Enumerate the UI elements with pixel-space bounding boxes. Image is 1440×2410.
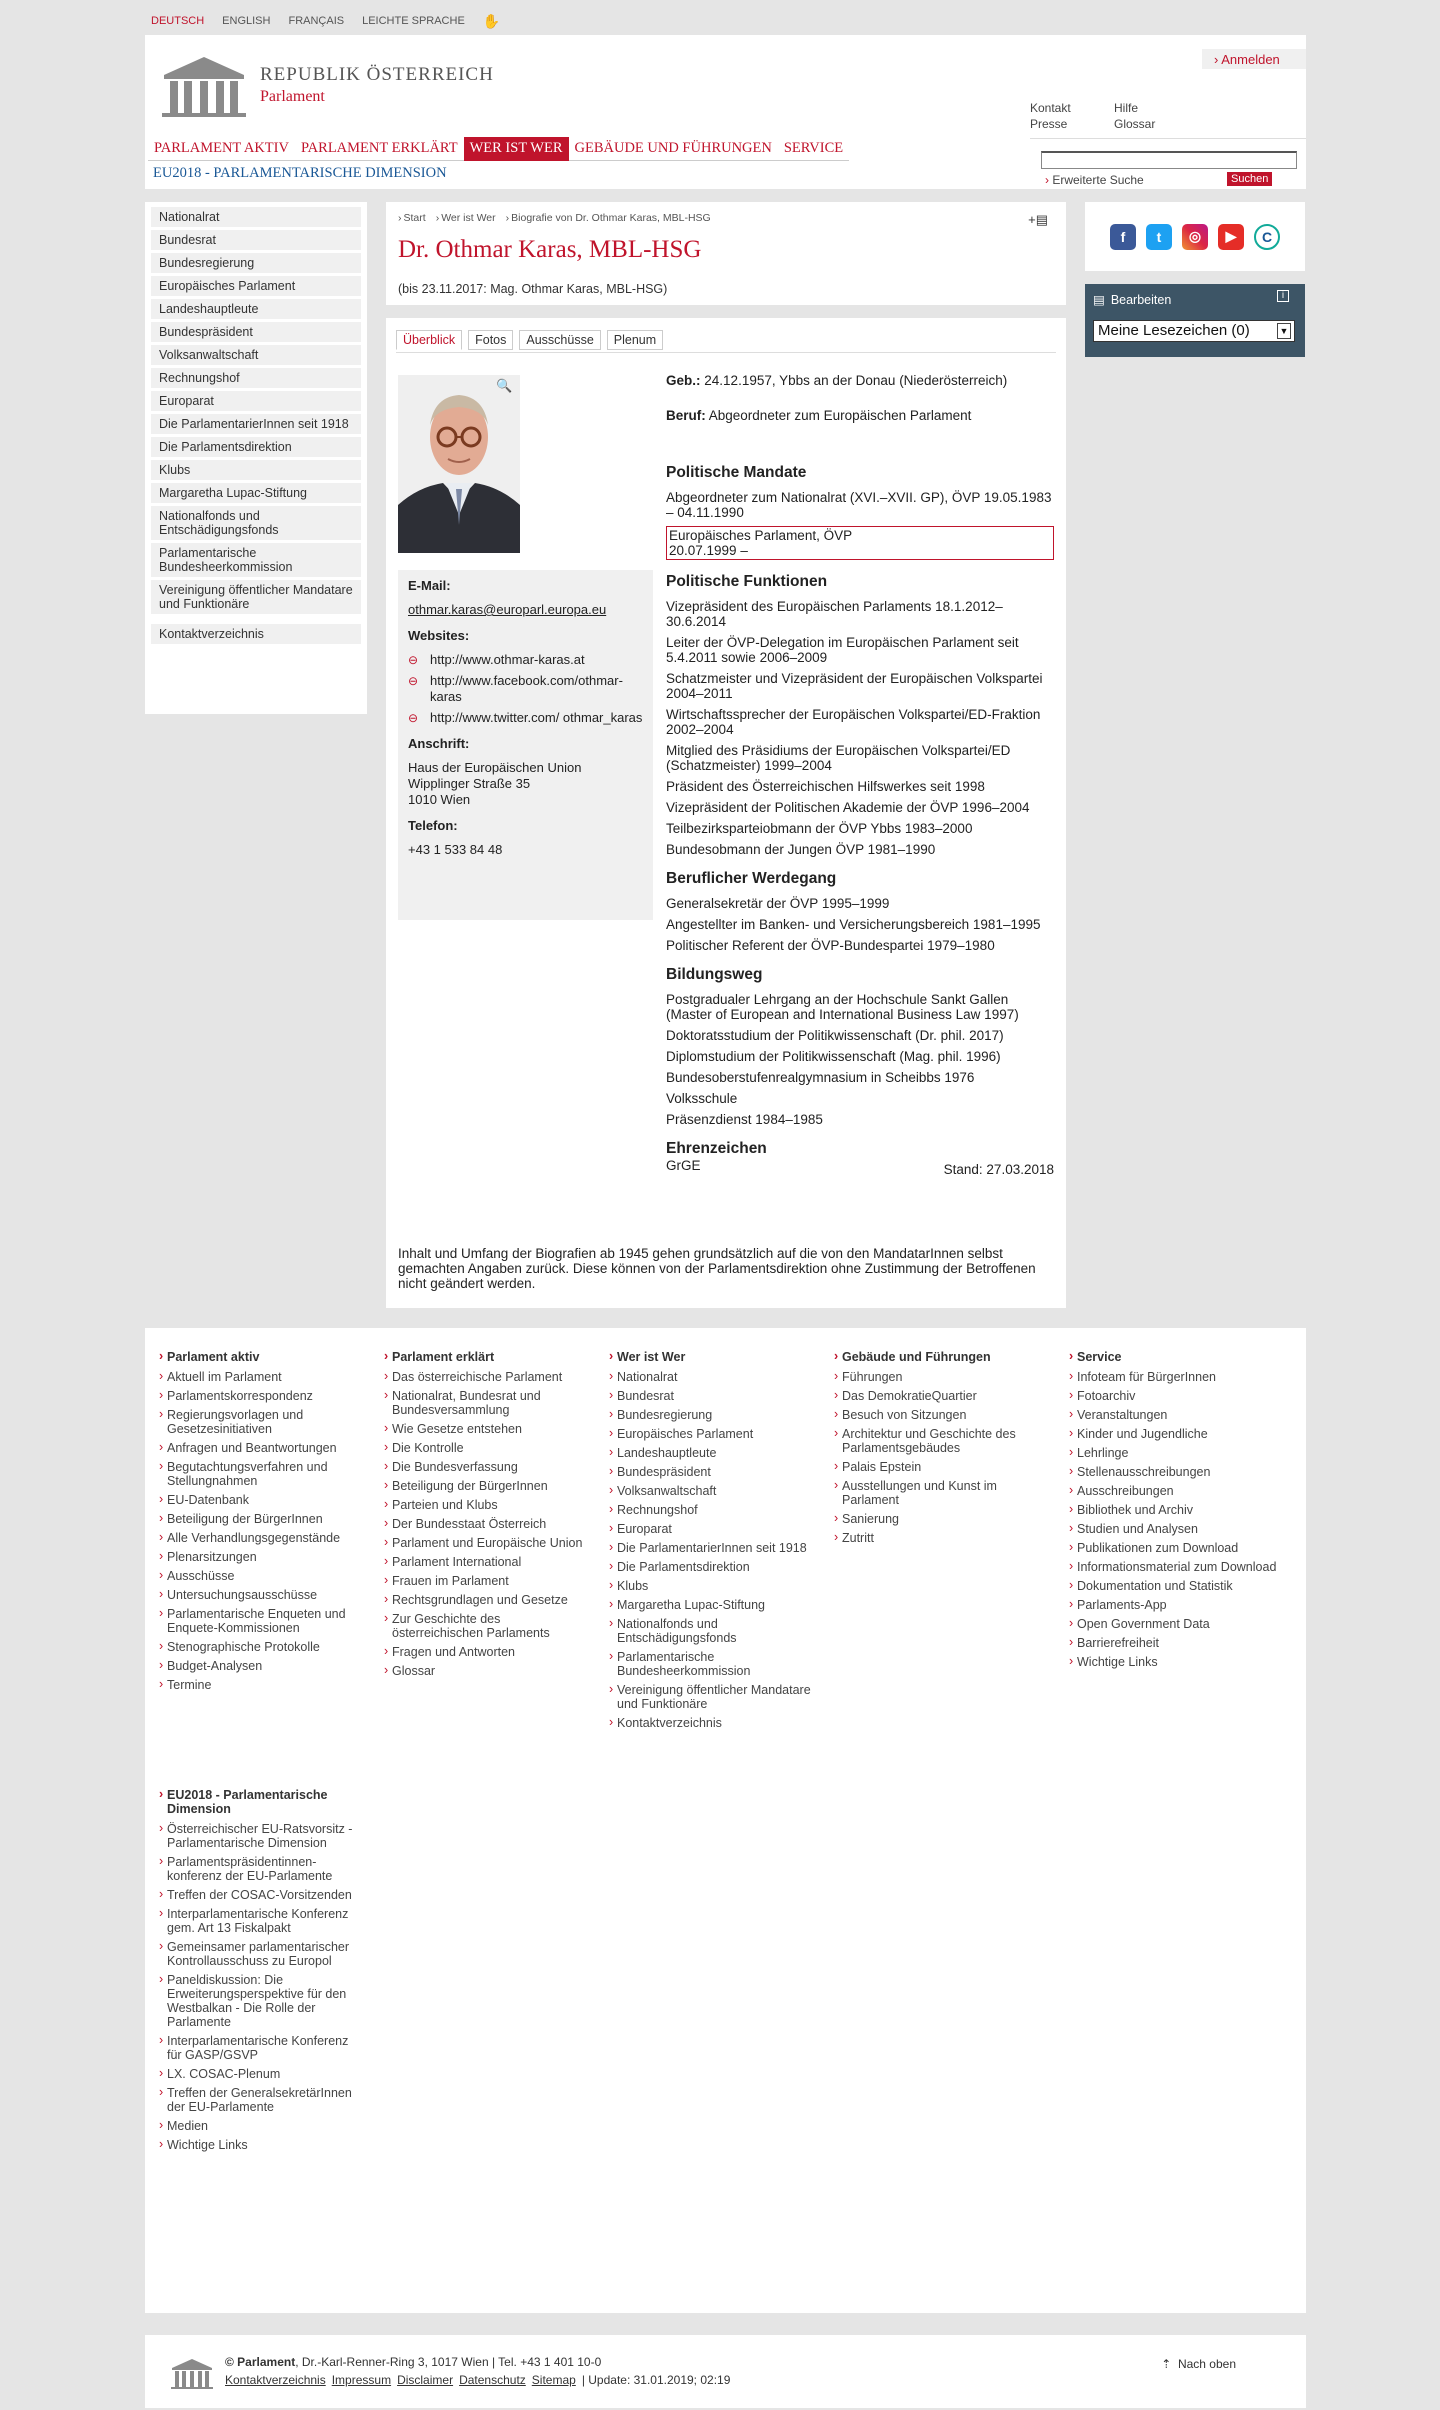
logo-subtitle: Parlament	[260, 88, 325, 105]
sitemap-column-wer-ist-wer	[595, 1350, 815, 1735]
search-button[interactable]: Suchen	[1227, 172, 1272, 186]
footer-address: © Parlament, Dr.-Karl-Renner-Ring 3, 1017 Wien | Tel. +43 1 401 10-0	[225, 2355, 602, 2369]
sitemap-link[interactable]: › Interparlamentarische Konferenz für GASP/GSVP	[145, 2034, 365, 2062]
info-icon[interactable]: i	[1277, 290, 1289, 302]
bearbeiten-panel	[1085, 284, 1305, 357]
contact-panel	[398, 570, 653, 920]
breadcrumb-wer-ist-wer[interactable]: › Wer ist Wer	[436, 212, 496, 224]
sitemap-link[interactable]: › Studien und Analysen	[1055, 1522, 1295, 1536]
sitemap-link[interactable]: › Führungen	[820, 1370, 1050, 1384]
sitemap-link[interactable]: › Kinder und Jugendliche	[1055, 1427, 1295, 1441]
link-presse[interactable]: Presse	[1030, 117, 1068, 131]
sitemap-link[interactable]: › Vereinigung öffentlicher Mandatare und Funktionäre	[595, 1683, 815, 1711]
leftnav-item[interactable]: Parlamentarische Bundesheerkommission	[151, 543, 361, 577]
nav-gebaeude-fuehrungen[interactable]: GEBÄUDE UND FÜHRUNGEN	[569, 137, 778, 161]
sitemap-column-gebaeude	[820, 1350, 1050, 1550]
function-item: Vizepräsident des Europäischen Parlaments 18.1.2012–30.6.2014	[666, 599, 1003, 629]
sitemap-link[interactable]: › Stenographische Protokolle	[145, 1640, 365, 1654]
sitemap-link[interactable]: › Wichtige Links	[1055, 1655, 1295, 1669]
parlament-app-icon[interactable]: C	[1254, 224, 1280, 250]
page-title: Dr. Othmar Karas, MBL-HSG	[398, 236, 702, 263]
leftnav-item[interactable]: Die ParlamentarierInnen seit 1918	[151, 414, 361, 434]
lang-deutsch[interactable]: DEUTSCH	[151, 15, 205, 27]
sitemap-link[interactable]: › Nationalrat	[595, 1370, 815, 1384]
sitemap-link[interactable]: › Die Parlamentsdirektion	[595, 1560, 815, 1574]
sitemap-link[interactable]: › Der Bundesstaat Österreich	[370, 1517, 590, 1531]
sitemap-link[interactable]: › Ausschüsse	[145, 1569, 365, 1583]
leftnav-item[interactable]: Europäisches Parlament	[151, 276, 361, 296]
tab-divider	[396, 352, 1056, 353]
portrait-photo[interactable]	[398, 375, 520, 553]
sitemap-link[interactable]: › Parlamentspräsidentinnen-konferenz der EU-Parlamente	[145, 1855, 365, 1883]
sitemap-link[interactable]: › Bundesrat	[595, 1389, 815, 1403]
sitemap-link[interactable]: › Treffen der GeneralsekretärInnen der EU-Parlamente	[145, 2086, 365, 2114]
link-hilfe[interactable]: Hilfe	[1114, 101, 1139, 115]
sitemap-link[interactable]: › Infoteam für BürgerInnen	[1055, 1370, 1295, 1384]
address-line: Wipplinger Straße 35	[408, 776, 531, 791]
bookmarks-select[interactable]: Meine Lesezeichen (0) ▼	[1093, 320, 1295, 342]
sitemap-heading[interactable]: › Wer ist Wer	[595, 1350, 815, 1364]
profile-content	[386, 318, 1066, 1308]
sitemap-link[interactable]: › Zur Geschichte des österreichischen Parlaments	[370, 1612, 590, 1640]
sitemap-link[interactable]: › Parlaments-App	[1055, 1598, 1295, 1612]
footer-links	[225, 2373, 730, 2387]
sitemap-column-parlament-aktiv	[145, 1350, 365, 1697]
sitemap-link[interactable]: › Paneldiskussion: Die Erweiterungsperspektive für den Westbalkan - Die Rolle der Parlamente	[145, 1973, 365, 2029]
sitemap-link[interactable]: › Barrierefreiheit	[1055, 1636, 1295, 1650]
sitemap-link[interactable]: › Landeshauptleute	[595, 1446, 815, 1460]
sitemap-link[interactable]: › Das DemokratieQuartier	[820, 1389, 1050, 1403]
sitemap-link[interactable]: › Bibliothek und Archiv	[1055, 1503, 1295, 1517]
honors-value: GrGE	[666, 1158, 701, 1173]
career-item: Generalsekretär der ÖVP 1995–1999	[666, 896, 890, 911]
sitemap-link[interactable]: › Open Government Data	[1055, 1617, 1295, 1631]
social-media-box	[1085, 202, 1305, 271]
education-item: Doktoratsstudium der Politikwissenschaft (Dr. phil. 2017)	[666, 1028, 1004, 1043]
sitemap-link[interactable]: › Frauen im Parlament	[370, 1574, 590, 1588]
lang-english[interactable]: ENGLISH	[222, 15, 271, 27]
mandate-item-highlighted: Europäisches Parlament, ÖVP 20.07.1999 –	[666, 526, 1054, 560]
sitemap-link[interactable]: › Untersuchungsausschüsse	[145, 1588, 365, 1602]
section-career: Beruflicher Werdegang	[666, 870, 837, 887]
nav-parlament-erklaert[interactable]: PARLAMENT ERKLÄRT	[295, 137, 464, 161]
link-kontakt[interactable]: Kontakt	[1030, 101, 1071, 115]
footer-link-impressum[interactable]: Impressum	[331, 2373, 392, 2387]
sitemap-link[interactable]: › Stellenausschreibungen	[1055, 1465, 1295, 1479]
sitemap-link[interactable]: › Volksanwaltschaft	[595, 1484, 815, 1498]
sitemap-link[interactable]: › Bundespräsident	[595, 1465, 815, 1479]
page-subtitle: (bis 23.11.2017: Mag. Othmar Karas, MBL-HSG)	[398, 282, 668, 296]
breadcrumb-start[interactable]: › Start	[398, 212, 426, 224]
nav-service[interactable]: SERVICE	[778, 137, 849, 161]
sitemap-link[interactable]: › Gemeinsamer parlamentarischer Kontrollausschuss zu Europol	[145, 1940, 365, 1968]
sitemap-link[interactable]: › Wie Gesetze entstehen	[370, 1422, 590, 1436]
lang-francais[interactable]: FRANÇAIS	[288, 15, 345, 27]
sitemap-link[interactable]: › Dokumentation und Statistik	[1055, 1579, 1295, 1593]
function-item: Wirtschaftssprecher der Europäischen Volkspartei/ED-Fraktion 2002–2004	[666, 707, 1041, 737]
biography	[666, 373, 1054, 1177]
sitemap-link[interactable]: › Informationsmaterial zum Download	[1055, 1560, 1295, 1574]
function-item: Vizepräsident der Politischen Akademie der ÖVP 1996–2004	[666, 800, 1030, 815]
nav-wer-ist-wer[interactable]: WER IST WER	[464, 137, 569, 161]
section-honors: Ehrenzeichen	[666, 1140, 767, 1157]
footer-link-disclaimer[interactable]: Disclaimer	[397, 2373, 454, 2387]
function-item: Schatzmeister und Vizepräsident der Europäischen Volkspartei 2004–2011	[666, 671, 1043, 701]
sitemap-link[interactable]: › Alle Verhandlungsgegenstände	[145, 1531, 365, 1545]
sign-language-icon[interactable]: ✋	[482, 12, 501, 29]
tab-ausschuesse[interactable]: Ausschüsse	[519, 330, 600, 350]
site-logo[interactable]	[160, 53, 494, 117]
leftnav-item[interactable]: Europarat	[151, 391, 361, 411]
sitemap-link[interactable]: › Zutritt	[820, 1531, 1050, 1545]
nav-eu2018[interactable]: EU2018 - PARLAMENTARISCHE DIMENSION	[153, 165, 447, 181]
quick-links	[1030, 101, 1198, 131]
sitemap-link[interactable]: › Parlament und Europäische Union	[370, 1536, 590, 1550]
sitemap-column-parlament-erklaert	[370, 1350, 590, 1683]
sitemap-heading[interactable]: › Parlament erklärt	[370, 1350, 590, 1364]
link-glossar[interactable]: Glossar	[1114, 117, 1156, 131]
leftnav-item[interactable]: Bundesregierung	[151, 253, 361, 273]
sitemap-link[interactable]: › Lehrlinge	[1055, 1446, 1295, 1460]
sitemap-heading[interactable]: › Gebäude und Führungen	[820, 1350, 1050, 1364]
sitemap-link[interactable]: › Europäisches Parlament	[595, 1427, 815, 1441]
sitemap-link[interactable]: › Rechnungshof	[595, 1503, 815, 1517]
sitemap-link[interactable]: › Ausschreibungen	[1055, 1484, 1295, 1498]
leftnav-item[interactable]: Volksanwaltschaft	[151, 345, 361, 365]
sitemap-link[interactable]: › Treffen der COSAC-Vorsitzenden	[145, 1888, 365, 1902]
honors-row	[666, 1158, 1054, 1177]
sitemap-link[interactable]: › Palais Epstein	[820, 1460, 1050, 1474]
education-item: Bundesoberstufenrealgymnasium in Scheibbs 1976	[666, 1070, 975, 1085]
sitemap-link[interactable]: › Österreichischer EU-Ratsvorsitz - Parlamentarische Dimension	[145, 1822, 365, 1850]
leftnav-item[interactable]: Landeshauptleute	[151, 299, 361, 319]
sitemap-link[interactable]: › Anfragen und Beantwortungen	[145, 1441, 365, 1455]
sitemap-link[interactable]: › Parlamentskorrespondenz	[145, 1389, 365, 1403]
leftnav-item[interactable]: Rechnungshof	[151, 368, 361, 388]
parliament-logo-icon[interactable]	[170, 2357, 214, 2389]
function-item: Präsident des Österreichischen Hilfswerkes seit 1998	[666, 779, 985, 794]
footer-link-sitemap[interactable]: Sitemap	[531, 2373, 576, 2387]
twitter-icon[interactable]: t	[1146, 224, 1172, 250]
section-functions: Politische Funktionen	[666, 573, 828, 590]
sitemap-link[interactable]: › Die ParlamentarierInnen seit 1918	[595, 1541, 815, 1555]
sitemap-link[interactable]: › Ausstellungen und Kunst im Parlament	[820, 1479, 1050, 1507]
login-button[interactable]: › Anmelden	[1202, 49, 1306, 69]
sitemap-link[interactable]: › EU-Datenbank	[145, 1493, 365, 1507]
sitemap-link[interactable]: › Architektur und Geschichte des Parlamentsgebäudes	[820, 1427, 1050, 1455]
stand-date: Stand: 27.03.2018	[943, 1162, 1054, 1177]
sitemap-link[interactable]: › Fotoarchiv	[1055, 1389, 1295, 1403]
zoom-icon[interactable]: 🔍	[496, 378, 513, 393]
breadcrumb-current: › Biografie von Dr. Othmar Karas, MBL-HSG	[506, 212, 711, 224]
leftnav-item[interactable]: Margaretha Lupac-Stiftung	[151, 483, 361, 503]
main-navigation	[148, 138, 849, 160]
career-item: Politischer Referent der ÖVP-Bundespartei 1979–1980	[666, 938, 995, 953]
extended-search-link[interactable]: › Erweiterte Suche	[1045, 173, 1144, 187]
website-link[interactable]: ⊖ http://www.facebook.com/othmar-karas	[408, 673, 643, 705]
leftnav-item[interactable]: Kontaktverzeichnis	[151, 624, 361, 644]
tab-plenum[interactable]: Plenum	[607, 330, 663, 350]
footer-link-kontaktverzeichnis[interactable]: Kontaktverzeichnis	[225, 2373, 326, 2387]
sitemap-link[interactable]: › Beteiligung der BürgerInnen	[145, 1512, 365, 1526]
sitemap-link[interactable]: › Sanierung	[820, 1512, 1050, 1526]
nav-parlament-aktiv[interactable]: PARLAMENT AKTIV	[148, 137, 295, 161]
sitemap-link[interactable]: › Aktuell im Parlament	[145, 1370, 365, 1384]
youtube-icon[interactable]: ▶	[1218, 224, 1244, 250]
career-item: Angestellter im Banken- und Versicherungsbereich 1981–1995	[666, 917, 1041, 932]
sitemap-link[interactable]: › LX. COSAC-Plenum	[145, 2067, 365, 2081]
sitemap-link[interactable]: › Bundesregierung	[595, 1408, 815, 1422]
education-item: Volksschule	[666, 1091, 738, 1106]
profile-tabs	[396, 330, 663, 350]
bookmark-icon: ▤	[1093, 293, 1105, 307]
sitemap-link[interactable]: › Margaretha Lupac-Stiftung	[595, 1598, 815, 1612]
leftnav-item[interactable]: Vereinigung öffentlicher Mandatare und Funktionäre	[151, 580, 361, 614]
title-box	[386, 202, 1066, 305]
leftnav-item[interactable]: Klubs	[151, 460, 361, 480]
sitemap-link[interactable]: › Regierungsvorlagen und Gesetzesinitiativen	[145, 1408, 365, 1436]
search-box	[1030, 138, 1306, 189]
sitemap-link[interactable]: › Die Kontrolle	[370, 1441, 590, 1455]
section-mandates: Politische Mandate	[666, 464, 807, 481]
parliament-logo-icon	[160, 53, 248, 117]
sitemap-link[interactable]: › Parteien und Klubs	[370, 1498, 590, 1512]
biography-note: Inhalt und Umfang der Biografien ab 1945 gehen grundsätzlich auf die von den MandatarInnen selbst gemachten Angaben zurück. Diese können von der Parlamentsdirektion ohne Zustimmung der Betroffenen nicht geändert werden.	[398, 1246, 1036, 1291]
search-input[interactable]	[1041, 151, 1297, 169]
footer-update: | Update: 31.01.2019; 02:19	[581, 2373, 731, 2387]
address-line: 1010 Wien	[408, 792, 471, 807]
sitemap-link[interactable]: › Termine	[145, 1678, 365, 1692]
sitemap-heading[interactable]: › Parlament aktiv	[145, 1350, 365, 1364]
instagram-icon[interactable]: ◎	[1182, 224, 1208, 250]
phone-value: +43 1 533 84 48	[408, 842, 503, 857]
sitemap-link[interactable]: › Parlament International	[370, 1555, 590, 1569]
sitemap-link[interactable]: › Budget-Analysen	[145, 1659, 365, 1673]
tab-ueberblick[interactable]: Überblick	[396, 330, 462, 350]
sitemap-column-eu2018	[145, 1788, 365, 2157]
function-item: Leiter der ÖVP-Delegation im Europäischen Parlament seit 5.4.2011 sowie 2006–2009	[666, 635, 1019, 665]
bookmark-icon[interactable]: +▤	[1028, 212, 1048, 227]
bearbeiten-header: ▤ Bearbeiten	[1093, 292, 1172, 307]
left-navigation	[145, 202, 367, 714]
sitemap-link[interactable]: › Nationalrat, Bundesrat und Bundesversammlung	[370, 1389, 590, 1417]
address-line: Haus der Europäischen Union	[408, 760, 582, 775]
function-item: Mitglied des Präsidiums der Europäischen Volkspartei/ED (Schatzmeister) 1999–2004	[666, 743, 1011, 773]
sitemap-link[interactable]: › Europarat	[595, 1522, 815, 1536]
lang-leichte-sprache[interactable]: LEICHTE SPRACHE	[362, 15, 465, 27]
sitemap-link[interactable]: › Das österreichische Parlament	[370, 1370, 590, 1384]
sitemap-link[interactable]: › Veranstaltungen	[1055, 1408, 1295, 1422]
education-item: Präsenzdienst 1984–1985	[666, 1112, 823, 1127]
footer-sitemap	[145, 1328, 1306, 2313]
chevron-down-icon: ▼	[1277, 323, 1291, 339]
back-to-top-link[interactable]: ⇡ Nach oben	[1161, 2357, 1236, 2371]
footer-bar	[145, 2335, 1306, 2408]
leftnav-item[interactable]: Bundespräsident	[151, 322, 361, 342]
section-education: Bildungsweg	[666, 966, 763, 983]
sitemap-heading[interactable]: › Service	[1055, 1350, 1295, 1364]
sitemap-link[interactable]: › Klubs	[595, 1579, 815, 1593]
footer-link-datenschutz[interactable]: Datenschutz	[459, 2373, 526, 2387]
leftnav-item[interactable]: Nationalrat	[151, 207, 361, 227]
facebook-icon[interactable]: f	[1110, 224, 1136, 250]
sitemap-link[interactable]: › Plenarsitzungen	[145, 1550, 365, 1564]
sitemap-link[interactable]: › Medien	[145, 2119, 365, 2133]
sitemap-link[interactable]: › Parlamentarische Enqueten und Enquete-Kommissionen	[145, 1607, 365, 1635]
job-row: Beruf: Abgeordneter zum Europäischen Parlament	[666, 408, 972, 423]
leftnav-item[interactable]: Nationalfonds und Entschädigungsfonds	[151, 506, 361, 540]
sitemap-heading[interactable]: › EU2018 - Parlamentarische Dimension	[145, 1788, 365, 1816]
sitemap-column-service	[1055, 1350, 1295, 1674]
address-label: Anschrift:	[408, 736, 470, 751]
websites-label: Websites:	[408, 628, 470, 643]
logo-title: REPUBLIK ÖSTERREICH	[260, 64, 494, 85]
sitemap-link[interactable]: › Besuch von Sitzungen	[820, 1408, 1050, 1422]
sitemap-link[interactable]: › Glossar	[370, 1664, 590, 1678]
tab-fotos[interactable]: Fotos	[468, 330, 513, 350]
leftnav-item[interactable]: Bundesrat	[151, 230, 361, 250]
education-item: Diplomstudium der Politikwissenschaft (Mag. phil. 1996)	[666, 1049, 1001, 1064]
education-item: Postgradualer Lehrgang an der Hochschule Sankt Gallen (Master of European and International Business Law 1997)	[666, 992, 1019, 1022]
sitemap-link[interactable]: › Die Bundesverfassung	[370, 1460, 590, 1474]
arrow-up-icon: ⇡	[1161, 2357, 1172, 2371]
sitemap-link[interactable]: › Publikationen zum Download	[1055, 1541, 1295, 1555]
breadcrumb	[398, 212, 711, 224]
sitemap-link[interactable]: › Nationalfonds und Entschädigungsfonds	[595, 1617, 815, 1645]
function-item: Bundesobmann der Jungen ÖVP 1981–1990	[666, 842, 936, 857]
email-link[interactable]: othmar.karas@europarl.europa.eu	[408, 602, 607, 617]
sitemap-link[interactable]: › Rechtsgrundlagen und Gesetze	[370, 1593, 590, 1607]
born-row: Geb.: 24.12.1957, Ybbs an der Donau (Niederösterreich)	[666, 373, 1008, 388]
email-label: E-Mail:	[408, 578, 451, 593]
sitemap-link[interactable]: › Begutachtungsverfahren und Stellungnahmen	[145, 1460, 365, 1488]
sitemap-link[interactable]: › Parlamentarische Bundesheerkommission	[595, 1650, 815, 1678]
sitemap-link[interactable]: › Kontaktverzeichnis	[595, 1716, 815, 1730]
site-header	[145, 35, 1306, 189]
phone-label: Telefon:	[408, 818, 458, 833]
mandate-item: Abgeordneter zum Nationalrat (XVI.–XVII. GP), ÖVP 19.05.1983 – 04.11.1990	[666, 490, 1052, 520]
language-bar	[151, 13, 500, 29]
sitemap-link[interactable]: › Fragen und Antworten	[370, 1645, 590, 1659]
function-item: Teilbezirksparteiobmann der ÖVP Ybbs 1983–2000	[666, 821, 973, 836]
sitemap-link[interactable]: › Beteiligung der BürgerInnen	[370, 1479, 590, 1493]
website-link[interactable]: ⊖ http://www.twitter.com/ othmar_karas	[408, 710, 643, 726]
sitemap-link[interactable]: › Interparlamentarische Konferenz gem. Art 13 Fiskalpakt	[145, 1907, 365, 1935]
portrait-illustration	[398, 375, 520, 553]
sitemap-link[interactable]: › Wichtige Links	[145, 2138, 365, 2152]
website-link[interactable]: ⊖ http://www.othmar-karas.at	[408, 652, 643, 668]
leftnav-item[interactable]: Die Parlamentsdirektion	[151, 437, 361, 457]
